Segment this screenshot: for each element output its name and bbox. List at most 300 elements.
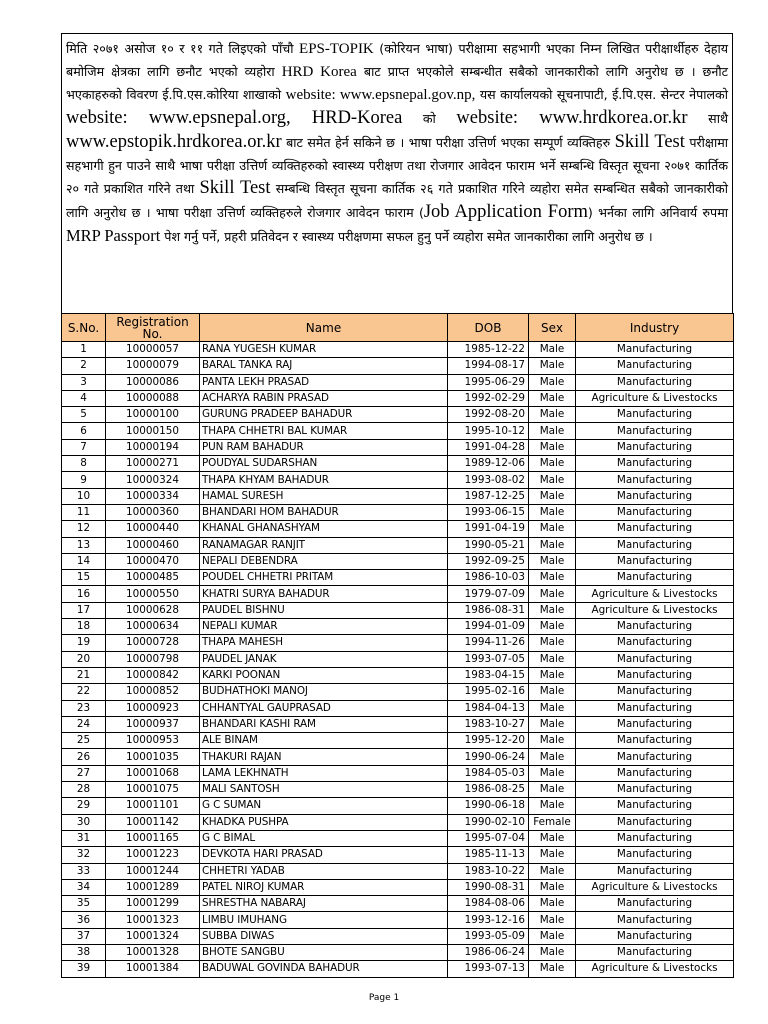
cell-industry: Manufacturing: [576, 651, 734, 667]
cell-dob: 1993-06-15: [448, 504, 529, 520]
cell-name: MALI SANTOSH: [200, 782, 448, 798]
cell-sex: Male: [529, 570, 576, 586]
cell-dob: 1984-05-03: [448, 765, 529, 781]
cell-name: LIMBU IMUHANG: [200, 912, 448, 928]
cell-industry: Manufacturing: [576, 684, 734, 700]
cell-sex: Male: [529, 342, 576, 358]
cell-industry: Manufacturing: [576, 374, 734, 390]
cell-registration-no: 10000953: [106, 733, 200, 749]
cell-name: PATEL NIROJ KUMAR: [200, 879, 448, 895]
cell-name: HAMAL SURESH: [200, 488, 448, 504]
cell-sno: 33: [62, 863, 106, 879]
cell-sex: Female: [529, 814, 576, 830]
cell-name: GURUNG PRADEEP BAHADUR: [200, 407, 448, 423]
table-row: [62, 504, 734, 520]
cell-name: CHHETRI YADAB: [200, 863, 448, 879]
cell-industry: Manufacturing: [576, 830, 734, 846]
cell-industry: Manufacturing: [576, 439, 734, 455]
cell-industry: Manufacturing: [576, 342, 734, 358]
cell-name: BUDHATHOKI MANOJ: [200, 684, 448, 700]
cell-sex: Male: [529, 912, 576, 928]
cell-registration-no: 10000550: [106, 586, 200, 602]
cell-industry: Agriculture & Livestocks: [576, 961, 734, 977]
cell-dob: 1995-12-20: [448, 733, 529, 749]
cell-industry: Manufacturing: [576, 521, 734, 537]
cell-sno: 12: [62, 521, 106, 537]
cell-registration-no: 10000079: [106, 358, 200, 374]
cell-sex: Male: [529, 879, 576, 895]
cell-registration-no: 10001384: [106, 961, 200, 977]
cell-sex: Male: [529, 651, 576, 667]
notice-text-segment: (कोरियन भाषा) परीक्षामा सहभागी भएका निम्न लिखित परीक्षार्थीहरु देहाय बमोजिम क्षेत्रका लागि छनौट भएको व्यहोरा: [66, 41, 729, 79]
table-row: [62, 390, 734, 406]
cell-name: SHRESTHA NABARAJ: [200, 896, 448, 912]
cell-sno: 17: [62, 602, 106, 618]
cell-sno: 11: [62, 504, 106, 520]
cell-dob: 1985-11-13: [448, 847, 529, 863]
cell-sex: Male: [529, 602, 576, 618]
table-row: [62, 749, 734, 765]
registration-table: [61, 313, 734, 978]
cell-sex: Male: [529, 488, 576, 504]
table-row: [62, 684, 734, 700]
cell-name: PANTA LEKH PRASAD: [200, 374, 448, 390]
notice-text-segment: MRP Passport: [66, 226, 161, 246]
cell-registration-no: 10000923: [106, 700, 200, 716]
cell-sex: Male: [529, 749, 576, 765]
cell-sex: Male: [529, 896, 576, 912]
table-row: [62, 716, 734, 732]
notice-text-segment: यस कार्यालयको सूचनापाटी, ई.पि.एस. सेन्टर नेपालको: [475, 86, 728, 102]
cell-sno: 8: [62, 456, 106, 472]
cell-dob: 1983-10-27: [448, 716, 529, 732]
cell-dob: 1991-04-19: [448, 521, 529, 537]
cell-sno: 19: [62, 635, 106, 651]
cell-dob: 1990-02-10: [448, 814, 529, 830]
cell-name: KARKI POONAN: [200, 667, 448, 683]
table-row: [62, 961, 734, 977]
cell-dob: 1987-12-25: [448, 488, 529, 504]
cell-name: BHANDARI HOM BAHADUR: [200, 504, 448, 520]
cell-sex: Male: [529, 553, 576, 569]
cell-registration-no: 10001324: [106, 928, 200, 944]
cell-industry: Agriculture & Livestocks: [576, 586, 734, 602]
table-row: [62, 651, 734, 667]
cell-industry: Manufacturing: [576, 782, 734, 798]
cell-registration-no: 10001035: [106, 749, 200, 765]
cell-sno: 9: [62, 472, 106, 488]
notice-text-segment: मिति २०७१ असोज १० र ११ गते लिइएको पाँचौ: [66, 41, 300, 56]
cell-dob: 1992-02-29: [448, 390, 529, 406]
cell-dob: 1985-12-22: [448, 342, 529, 358]
cell-industry: Manufacturing: [576, 619, 734, 635]
header-name: Name: [200, 314, 448, 342]
cell-sex: Male: [529, 944, 576, 960]
cell-sno: 3: [62, 374, 106, 390]
cell-name: PAUDEL BISHNU: [200, 602, 448, 618]
cell-dob: 1995-02-16: [448, 684, 529, 700]
table-row: [62, 830, 734, 846]
cell-dob: 1986-08-25: [448, 782, 529, 798]
cell-sex: Male: [529, 765, 576, 781]
cell-dob: 1995-06-29: [448, 374, 529, 390]
cell-registration-no: 10000628: [106, 602, 200, 618]
notice-text-segment: Skill Test: [614, 131, 685, 152]
notice-text-segment: परीक्षामा सहभागी हुन पाउने साथै भाषा परीक्षा उत्तिर्ण व्यक्तिहरुको स्वास्थ्य परीक्षण तथा रोजगार आवेदन फाराम भर्ने सम्बन्धि विस्तृत सूचना २०७१ कार्तिक २० गते प्रकाशित गरिने तथा: [66, 134, 729, 197]
cell-sex: Male: [529, 961, 576, 977]
table-row: [62, 537, 734, 553]
table-row: [62, 635, 734, 651]
table-body: [62, 342, 734, 978]
cell-industry: Manufacturing: [576, 423, 734, 439]
cell-name: BHOTE SANGBU: [200, 944, 448, 960]
table-row: [62, 667, 734, 683]
cell-dob: 1991-04-28: [448, 439, 529, 455]
cell-dob: 1990-06-24: [448, 749, 529, 765]
table-row: [62, 407, 734, 423]
cell-dob: 1984-08-06: [448, 896, 529, 912]
cell-sno: 2: [62, 358, 106, 374]
cell-dob: 1990-05-21: [448, 537, 529, 553]
cell-sex: Male: [529, 537, 576, 553]
header-dob: DOB: [448, 314, 529, 342]
cell-registration-no: 10000852: [106, 684, 200, 700]
cell-registration-no: 10001289: [106, 879, 200, 895]
cell-dob: 1994-08-17: [448, 358, 529, 374]
cell-sno: 29: [62, 798, 106, 814]
cell-sex: Male: [529, 456, 576, 472]
cell-sno: 24: [62, 716, 106, 732]
cell-registration-no: 10001142: [106, 814, 200, 830]
cell-dob: 1990-08-31: [448, 879, 529, 895]
cell-industry: Manufacturing: [576, 553, 734, 569]
cell-sno: 28: [62, 782, 106, 798]
cell-name: ALE BINAM: [200, 733, 448, 749]
cell-industry: Manufacturing: [576, 537, 734, 553]
cell-industry: Manufacturing: [576, 896, 734, 912]
table-row: [62, 944, 734, 960]
notice-text-segment: बाट समेत हेर्न सकिने छ । भाषा परीक्षा उत्तिर्ण भएका सम्पूर्ण व्यक्तिहरु: [281, 134, 615, 150]
cell-industry: Manufacturing: [576, 488, 734, 504]
cell-sex: Male: [529, 423, 576, 439]
cell-dob: 1986-10-03: [448, 570, 529, 586]
cell-name: BADUWAL GOVINDA BAHADUR: [200, 961, 448, 977]
cell-sno: 35: [62, 896, 106, 912]
cell-registration-no: 10000324: [106, 472, 200, 488]
cell-registration-no: 10000440: [106, 521, 200, 537]
cell-sno: 14: [62, 553, 106, 569]
cell-sno: 36: [62, 912, 106, 928]
notice-text-segment: साथै: [687, 110, 729, 126]
cell-sex: Male: [529, 716, 576, 732]
cell-name: KHATRI SURYA BAHADUR: [200, 586, 448, 602]
cell-sex: Male: [529, 782, 576, 798]
cell-sex: Male: [529, 798, 576, 814]
table-row: [62, 488, 734, 504]
cell-industry: Manufacturing: [576, 944, 734, 960]
cell-sex: Male: [529, 521, 576, 537]
cell-name: RANAMAGAR RANJIT: [200, 537, 448, 553]
cell-sno: 10: [62, 488, 106, 504]
table-row: [62, 358, 734, 374]
cell-industry: Manufacturing: [576, 407, 734, 423]
cell-registration-no: 10000460: [106, 537, 200, 553]
cell-name: KHANAL GHANASHYAM: [200, 521, 448, 537]
cell-sex: Male: [529, 619, 576, 635]
cell-dob: 1986-08-31: [448, 602, 529, 618]
cell-name: NEPALI DEBENDRA: [200, 553, 448, 569]
table-row: [62, 879, 734, 895]
cell-sex: Male: [529, 472, 576, 488]
cell-dob: 1994-01-09: [448, 619, 529, 635]
cell-sno: 7: [62, 439, 106, 455]
cell-sex: Male: [529, 358, 576, 374]
notice-text-segment: को: [402, 110, 457, 126]
cell-sex: Male: [529, 374, 576, 390]
header-industry: Industry: [576, 314, 734, 342]
cell-dob: 1993-07-05: [448, 651, 529, 667]
table-header-row: [62, 314, 734, 342]
cell-industry: Manufacturing: [576, 765, 734, 781]
cell-industry: Manufacturing: [576, 456, 734, 472]
cell-sex: Male: [529, 928, 576, 944]
header-sex: Sex: [529, 314, 576, 342]
cell-dob: 1993-08-02: [448, 472, 529, 488]
cell-sex: Male: [529, 700, 576, 716]
cell-sex: Male: [529, 667, 576, 683]
table-row: [62, 342, 734, 358]
cell-registration-no: 10000057: [106, 342, 200, 358]
cell-dob: 1986-06-24: [448, 944, 529, 960]
notice-text-segment: Job Application Form: [423, 202, 588, 223]
cell-industry: Manufacturing: [576, 749, 734, 765]
cell-registration-no: 10000088: [106, 390, 200, 406]
cell-registration-no: 10001101: [106, 798, 200, 814]
notice-text-segment: सम्बन्धि विस्तृत सूचना कार्तिक २६ गते प्रकाशित गरिने व्यहोरा समेत सम्बन्धित सबैको जानकारीको लागि अनुरोध छ । भाषा परीक्षा उत्तिर्ण व्यक्तिहरुले रोजगार आवेदन फाराम (: [66, 181, 728, 221]
cell-industry: Manufacturing: [576, 570, 734, 586]
cell-industry: Manufacturing: [576, 358, 734, 374]
cell-dob: 1995-07-04: [448, 830, 529, 846]
notice-paragraph: [61, 33, 733, 313]
table-row: [62, 847, 734, 863]
cell-dob: 1990-06-18: [448, 798, 529, 814]
table-row: [62, 586, 734, 602]
notice-text-segment: website: www.epsnepal.org, HRD-Korea: [66, 107, 403, 128]
notice-text-segment: EPS-TOPIK: [299, 41, 374, 57]
cell-sex: Male: [529, 684, 576, 700]
cell-sex: Male: [529, 390, 576, 406]
cell-sno: 27: [62, 765, 106, 781]
table-row: [62, 912, 734, 928]
cell-sno: 4: [62, 390, 106, 406]
cell-sno: 22: [62, 684, 106, 700]
cell-industry: Manufacturing: [576, 635, 734, 651]
cell-registration-no: 10000937: [106, 716, 200, 732]
cell-registration-no: 10001075: [106, 782, 200, 798]
notice-text-segment: HRD Korea: [281, 63, 357, 80]
cell-sex: Male: [529, 504, 576, 520]
cell-sno: 32: [62, 847, 106, 863]
cell-name: G C SUMAN: [200, 798, 448, 814]
cell-sno: 18: [62, 619, 106, 635]
notice-text-segment: www.epstopik.hrdkorea.or.kr: [66, 131, 282, 152]
cell-name: NEPALI KUMAR: [200, 619, 448, 635]
notice-text-segment: ) भर्नका लागि अनिवार्य रुपमा: [587, 205, 728, 221]
cell-sno: 37: [62, 928, 106, 944]
cell-sno: 39: [62, 961, 106, 977]
cell-industry: Manufacturing: [576, 472, 734, 488]
cell-name: DEVKOTA HARI PRASAD: [200, 847, 448, 863]
table-row: [62, 814, 734, 830]
cell-industry: Manufacturing: [576, 733, 734, 749]
notice-text-segment: website: www.epsnepal.gov.np,: [285, 86, 476, 103]
table-row: [62, 472, 734, 488]
cell-sno: 31: [62, 830, 106, 846]
table-row: [62, 439, 734, 455]
cell-industry: Manufacturing: [576, 667, 734, 683]
cell-name: PAUDEL JANAK: [200, 651, 448, 667]
cell-sex: Male: [529, 635, 576, 651]
cell-sex: Male: [529, 733, 576, 749]
cell-dob: 1994-11-26: [448, 635, 529, 651]
cell-name: POUDYAL SUDARSHAN: [200, 456, 448, 472]
cell-name: SUBBA DIWAS: [200, 928, 448, 944]
cell-industry: Manufacturing: [576, 798, 734, 814]
cell-dob: 1983-04-15: [448, 667, 529, 683]
cell-sex: Male: [529, 830, 576, 846]
cell-industry: Manufacturing: [576, 847, 734, 863]
cell-sex: Male: [529, 847, 576, 863]
cell-industry: Manufacturing: [576, 928, 734, 944]
notice-text-segment: Skill Test: [199, 178, 271, 199]
cell-dob: 1995-10-12: [448, 423, 529, 439]
cell-name: THAPA MAHESH: [200, 635, 448, 651]
notice-text-segment: पेश गर्नु पर्ने, प्रहरी प्रतिवेदन र स्वास्थ्य परीक्षणमा सफल हुनु पर्ने व्यहोरा समेत जानकारीका लागि अनुरोध छ ।: [160, 229, 653, 245]
cell-registration-no: 10000470: [106, 553, 200, 569]
cell-name: CHHANTYAL GAUPRASAD: [200, 700, 448, 716]
table-row: [62, 570, 734, 586]
cell-industry: Manufacturing: [576, 504, 734, 520]
cell-registration-no: 10001299: [106, 896, 200, 912]
cell-registration-no: 10000150: [106, 423, 200, 439]
cell-registration-no: 10000086: [106, 374, 200, 390]
cell-industry: Manufacturing: [576, 716, 734, 732]
cell-registration-no: 10000271: [106, 456, 200, 472]
table-row: [62, 782, 734, 798]
cell-dob: 1983-10-22: [448, 863, 529, 879]
cell-name: THAPA KHYAM BAHADUR: [200, 472, 448, 488]
cell-registration-no: 10000485: [106, 570, 200, 586]
cell-dob: 1989-12-06: [448, 456, 529, 472]
table-row: [62, 798, 734, 814]
table-row: [62, 733, 734, 749]
cell-registration-no: 10000360: [106, 504, 200, 520]
cell-sno: 13: [62, 537, 106, 553]
table-row: [62, 928, 734, 944]
cell-dob: 1992-08-20: [448, 407, 529, 423]
cell-sex: Male: [529, 439, 576, 455]
cell-sno: 16: [62, 586, 106, 602]
cell-registration-no: 10001323: [106, 912, 200, 928]
cell-name: BHANDARI KASHI RAM: [200, 716, 448, 732]
cell-name: ACHARYA RABIN PRASAD: [200, 390, 448, 406]
cell-registration-no: 10001223: [106, 847, 200, 863]
cell-registration-no: 10000842: [106, 667, 200, 683]
cell-sno: 15: [62, 570, 106, 586]
cell-industry: Manufacturing: [576, 863, 734, 879]
cell-industry: Manufacturing: [576, 700, 734, 716]
cell-sno: 1: [62, 342, 106, 358]
cell-sno: 30: [62, 814, 106, 830]
table-row: [62, 896, 734, 912]
cell-sno: 5: [62, 407, 106, 423]
cell-registration-no: 10000634: [106, 619, 200, 635]
cell-registration-no: 10001165: [106, 830, 200, 846]
cell-registration-no: 10001244: [106, 863, 200, 879]
cell-registration-no: 10000194: [106, 439, 200, 455]
cell-sno: 26: [62, 749, 106, 765]
table-row: [62, 863, 734, 879]
cell-registration-no: 10001068: [106, 765, 200, 781]
table-row: [62, 619, 734, 635]
cell-sno: 6: [62, 423, 106, 439]
cell-name: RANA YUGESH KUMAR: [200, 342, 448, 358]
table-row: [62, 700, 734, 716]
table-row: [62, 602, 734, 618]
notice-text-segment: website: www.hrdkorea.or.kr: [456, 107, 688, 128]
cell-industry: Manufacturing: [576, 912, 734, 928]
cell-industry: Agriculture & Livestocks: [576, 390, 734, 406]
cell-dob: 1993-05-09: [448, 928, 529, 944]
cell-dob: 1979-07-09: [448, 586, 529, 602]
cell-industry: Agriculture & Livestocks: [576, 602, 734, 618]
cell-name: THAKURI RAJAN: [200, 749, 448, 765]
cell-name: G C BIMAL: [200, 830, 448, 846]
table-row: [62, 521, 734, 537]
cell-sno: 23: [62, 700, 106, 716]
cell-sex: Male: [529, 407, 576, 423]
cell-name: THAPA CHHETRI BAL KUMAR: [200, 423, 448, 439]
cell-sno: 38: [62, 944, 106, 960]
cell-dob: 1993-07-13: [448, 961, 529, 977]
cell-dob: 1993-12-16: [448, 912, 529, 928]
table-row: [62, 374, 734, 390]
cell-industry: Agriculture & Livestocks: [576, 879, 734, 895]
cell-sno: 21: [62, 667, 106, 683]
cell-dob: 1992-09-25: [448, 553, 529, 569]
table-row: [62, 423, 734, 439]
cell-registration-no: 10001328: [106, 944, 200, 960]
cell-name: LAMA LEKHNATH: [200, 765, 448, 781]
cell-name: POUDEL CHHETRI PRITAM: [200, 570, 448, 586]
table-row: [62, 765, 734, 781]
cell-registration-no: 10000798: [106, 651, 200, 667]
cell-name: KHADKA PUSHPA: [200, 814, 448, 830]
cell-sno: 34: [62, 879, 106, 895]
cell-dob: 1984-04-13: [448, 700, 529, 716]
cell-industry: Manufacturing: [576, 814, 734, 830]
header-sno: S.No.: [62, 314, 106, 342]
cell-registration-no: 10000100: [106, 407, 200, 423]
header-registration-no: Registration No.: [106, 314, 200, 342]
cell-sex: Male: [529, 586, 576, 602]
cell-sex: Male: [529, 863, 576, 879]
cell-sno: 25: [62, 733, 106, 749]
cell-sno: 20: [62, 651, 106, 667]
table-row: [62, 553, 734, 569]
notice-text-segment: बाट प्राप्त भएकोले सम्बन्धीत सबैको जानकारीको लागि अनुरोध छ । छनौट भएकाहरुको विवरण ई.पि.एस.कोरिया शाखाको: [66, 63, 728, 102]
cell-registration-no: 10000728: [106, 635, 200, 651]
